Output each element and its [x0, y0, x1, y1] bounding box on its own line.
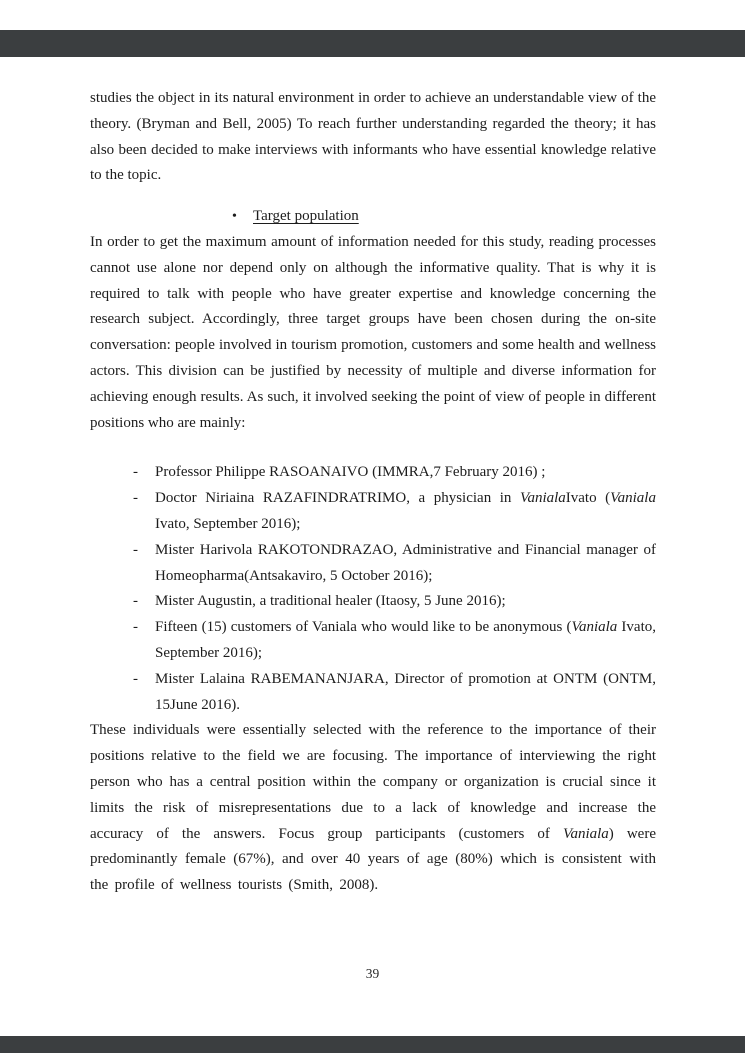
list-item-text: Doctor Niriaina RAZAFINDRATRIMO, a physician in VanialaIvato (Vaniala Ivato, September 2016); [155, 490, 656, 532]
dash-marker: - [133, 619, 138, 636]
list-item [133, 486, 656, 538]
dash-marker: - [133, 490, 138, 507]
viewer-page-gap-bottom [0, 1036, 745, 1053]
list-item [133, 538, 656, 590]
viewer-page-gap-top [0, 30, 745, 57]
list-item [133, 667, 656, 719]
list-item-text: Mister Lalaina RABEMANANJARA, Director of promotion at ONTM (ONTM, 15June 2016). [155, 670, 656, 713]
paragraph-theory-intro: studies the object in its natural environment in order to achieve an understandable view of the theory. (Bryman and Bell, 2005) To reach further understanding regarded the theory; it has also been decided to make interviews with informants who have essential knowledge relative to the topic. [90, 90, 656, 184]
dash-marker: - [133, 464, 138, 481]
list-item-text: Mister Harivola RAKOTONDRAZAO, Administrative and Financial manager of Homeopharma(Antsakaviro, 5 October 2016); [155, 541, 656, 584]
bullet-heading-label: Target population [253, 208, 359, 225]
list-item [133, 615, 656, 667]
list-item-text: Professor Philippe RASOANAIVO (IMMRA,7 February 2016) ; [155, 464, 546, 481]
bullet-icon: • [232, 209, 237, 225]
informant-list [133, 460, 656, 718]
paragraph-selection-rationale: These individuals were essentially selected with the reference to the importance of their positions relative to the field we are focusing. The importance of interviewing the right person who has a central position within the company or organization is crucial since it limits the risk of misrepresentations due to a lack of knowledge and increase the accuracy of the answers. Focus group participants (customers of Vaniala) were predominantly female (67%), and over 40 years of age (80%) which is consistent with the profile of wellness tourists (Smith, 2008). [90, 722, 656, 894]
page-body [90, 86, 656, 899]
dash-marker: - [133, 593, 138, 610]
page-number: 39 [365, 966, 380, 981]
list-item [133, 460, 656, 486]
list-item-text: Mister Augustin, a traditional healer (Itaosy, 5 June 2016); [155, 593, 506, 610]
dash-marker: - [133, 541, 138, 558]
bullet-heading [232, 204, 656, 230]
dash-marker: - [133, 670, 138, 687]
list-item-text: Fifteen (15) customers of Vaniala who would like to be anonymous (Vaniala Ivato, September 2016); [155, 619, 656, 661]
paragraph-target-population: In order to get the maximum amount of information needed for this study, reading processes cannot use alone nor depend only on although the informative quality. That is why it is required to talk with people who have greater expertise and knowledge concerning the research subject. Accordingly, three target groups have been chosen during the on-site conversation: people involved in tourism promotion, customers and some health and wellness actors. This division can be justified by necessity of multiple and diverse information for achieving enough results. As such, it involved seeking the point of view of people in different positions who are mainly: [90, 233, 656, 431]
list-item [133, 589, 656, 615]
